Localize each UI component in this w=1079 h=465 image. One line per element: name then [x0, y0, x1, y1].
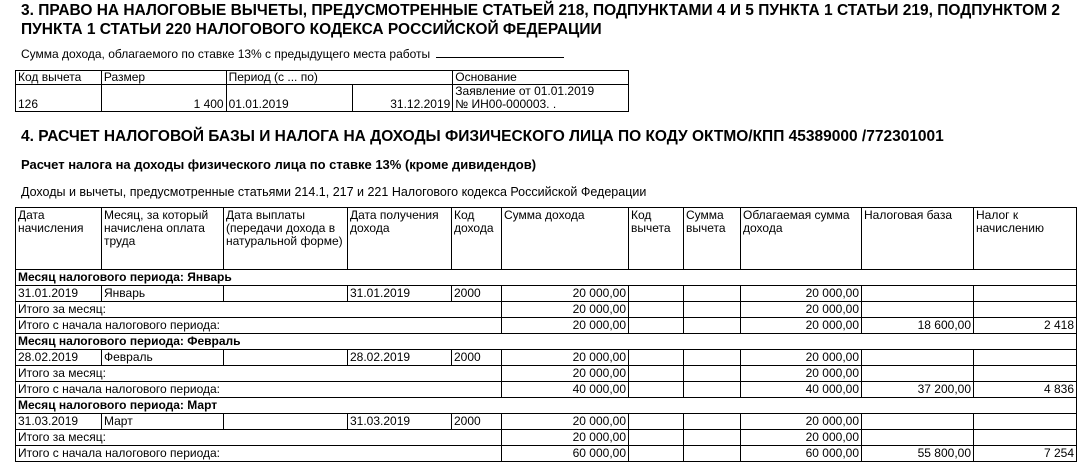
tax-to-accrue [974, 286, 1077, 302]
ytd-total-income: 20 000,00 [502, 318, 629, 334]
header-accrual-date: Дата начисления [16, 208, 102, 270]
month-name: Январь [102, 286, 224, 302]
section4-title: 4. РАСЧЕТ НАЛОГОВОЙ БАЗЫ И НАЛОГА НА ДОХОДЫ ФИЗИЧЕСКОГО ЛИЦА ПО КОДУ ОКТМО/КПП 45389000 /772301001 [21, 128, 944, 145]
cell [629, 430, 684, 446]
payment-date [224, 414, 348, 430]
taxable-sum: 20 000,00 [741, 286, 862, 302]
deduction-sum [684, 414, 741, 430]
ytd-tax: 2 418 [974, 318, 1077, 334]
month-title: Месяц налогового периода: Март [16, 398, 1077, 414]
cell [974, 302, 1077, 318]
income-row [16, 414, 1077, 430]
month-total-label: Итого за месяц: [16, 302, 502, 318]
deduction-basis-line2: № ИН00-000003. . [455, 97, 557, 111]
ytd-tax-base: 37 200,00 [862, 382, 974, 398]
deduction-sum [684, 286, 741, 302]
ytd-total-label: Итого с начала налогового периода: [16, 446, 502, 462]
header-tax-base: Налоговая база [862, 208, 974, 270]
deductions-table [15, 70, 629, 112]
header-period: Период (с ... по) [226, 71, 453, 85]
deduction-size: 1 400 [101, 85, 226, 112]
tax-to-accrue [974, 414, 1077, 430]
month-total-row [16, 430, 1077, 446]
ytd-total-row [16, 446, 1077, 462]
month-row [16, 398, 1077, 414]
prev-income-label: Сумма дохода, облагаемого по ставке 13% с предыдущего места работы [21, 47, 431, 61]
ytd-total-label: Итого с начала налогового периода: [16, 318, 502, 334]
ytd-tax: 7 254 [974, 446, 1077, 462]
month-row [16, 270, 1077, 286]
income-code: 2000 [452, 414, 502, 430]
header-deduction-code: Код вычета [629, 208, 684, 270]
cell [629, 382, 684, 398]
deduction-sum [684, 350, 741, 366]
month-total-taxable: 20 000,00 [741, 430, 862, 446]
deduction-code [629, 350, 684, 366]
header-deduction-sum: Сумма вычета [684, 208, 741, 270]
ytd-total-row [16, 382, 1077, 398]
taxable-sum: 20 000,00 [741, 414, 862, 430]
receipt-date: 31.03.2019 [348, 414, 452, 430]
deduction-basis-line1: Заявление от 01.01.2019 [455, 84, 595, 98]
cell [862, 366, 974, 382]
receipt-date: 31.01.2019 [348, 286, 452, 302]
header-deduction-code: Код вычета [16, 71, 102, 85]
cell [629, 302, 684, 318]
tax-base [862, 350, 974, 366]
month-total-label: Итого за месяц: [16, 430, 502, 446]
deduction-code [629, 286, 684, 302]
deduction-basis [453, 85, 629, 112]
prev-income-blank [436, 47, 564, 58]
income-row [16, 350, 1077, 366]
header-month: Месяц, за который начислена оплата труда [102, 208, 224, 270]
ytd-total-row [16, 318, 1077, 334]
header-income-code: Код дохода [452, 208, 502, 270]
cell [974, 366, 1077, 382]
section4-subtitle: Расчет налога на доходы физического лица по ставке 13% (кроме дивидендов) [21, 157, 537, 172]
cell [629, 366, 684, 382]
deduction-code: 126 [16, 85, 102, 112]
month-name: Февраль [102, 350, 224, 366]
income-sum: 20 000,00 [502, 286, 629, 302]
cell [629, 318, 684, 334]
ytd-total-taxable: 20 000,00 [741, 318, 862, 334]
ytd-total-income: 40 000,00 [502, 382, 629, 398]
accrual-date: 28.02.2019 [16, 350, 102, 366]
month-row [16, 334, 1077, 350]
header-basis: Основание [453, 71, 629, 85]
cell [684, 318, 741, 334]
month-title: Месяц налогового периода: Январь [16, 270, 1077, 286]
income-row [16, 286, 1077, 302]
cell [629, 446, 684, 462]
income-code: 2000 [452, 350, 502, 366]
header-income-sum: Сумма дохода [502, 208, 629, 270]
header-payment-date: Дата выплаты (передачи дохода в натуральной форме) [224, 208, 348, 270]
ytd-total-label: Итого с начала налогового периода: [16, 382, 502, 398]
month-total-row [16, 302, 1077, 318]
deduction-period-from: 01.01.2019 [226, 85, 353, 112]
ytd-total-taxable: 60 000,00 [741, 446, 862, 462]
header-tax-to-accrue: Налог к начислению [974, 208, 1077, 270]
month-total-taxable: 20 000,00 [741, 302, 862, 318]
income-code: 2000 [452, 286, 502, 302]
payment-date [224, 286, 348, 302]
header-size: Размер [101, 71, 226, 85]
cell [684, 302, 741, 318]
cell [684, 382, 741, 398]
cell [684, 366, 741, 382]
month-total-income: 20 000,00 [502, 430, 629, 446]
accrual-date: 31.01.2019 [16, 286, 102, 302]
ytd-total-income: 60 000,00 [502, 446, 629, 462]
deduction-code [629, 414, 684, 430]
tax-calc-table [15, 207, 1077, 462]
month-total-row [16, 366, 1077, 382]
month-total-taxable: 20 000,00 [741, 366, 862, 382]
taxable-sum: 20 000,00 [741, 350, 862, 366]
calc-header-row [16, 208, 1077, 270]
ytd-tax-base: 55 800,00 [862, 446, 974, 462]
cell [684, 430, 741, 446]
ytd-tax-base: 18 600,00 [862, 318, 974, 334]
tax-base [862, 286, 974, 302]
prev-income-line [21, 47, 564, 61]
month-total-income: 20 000,00 [502, 366, 629, 382]
income-sum: 20 000,00 [502, 414, 629, 430]
cell [684, 446, 741, 462]
tax-to-accrue [974, 350, 1077, 366]
deductions-header-row [16, 71, 629, 85]
section4-text: Доходы и вычеты, предусмотренные статьями 214.1, 217 и 221 Налогового кодекса Российской Федерации [21, 185, 647, 199]
month-total-income: 20 000,00 [502, 302, 629, 318]
deductions-row [16, 85, 629, 112]
accrual-date: 31.03.2019 [16, 414, 102, 430]
cell [862, 430, 974, 446]
month-name: Март [102, 414, 224, 430]
header-taxable-sum: Облагаемая сумма дохода [741, 208, 862, 270]
section3-title: 3. ПРАВО НА НАЛОГОВЫЕ ВЫЧЕТЫ, ПРЕДУСМОТРЕННЫЕ СТАТЬЕЙ 218, ПОДПУНКТАМИ 4 И 5 ПУНКТА 1 СТАТЬИ 219, ПОДПУНКТОМ 2 ПУНКТА 1 СТАТЬИ 220 НАЛОГОВОГО КОДЕКСА РОССИЙСКОЙ ФЕДЕРАЦИИ [21, 2, 1061, 38]
income-sum: 20 000,00 [502, 350, 629, 366]
ytd-tax: 4 836 [974, 382, 1077, 398]
payment-date [224, 350, 348, 366]
month-title: Месяц налогового периода: Февраль [16, 334, 1077, 350]
ytd-total-taxable: 40 000,00 [741, 382, 862, 398]
month-total-label: Итого за месяц: [16, 366, 502, 382]
receipt-date: 28.02.2019 [348, 350, 452, 366]
deduction-period-to: 31.12.2019 [353, 85, 453, 112]
cell [862, 302, 974, 318]
cell [974, 430, 1077, 446]
tax-base [862, 414, 974, 430]
header-receipt-date: Дата получения дохода [348, 208, 452, 270]
